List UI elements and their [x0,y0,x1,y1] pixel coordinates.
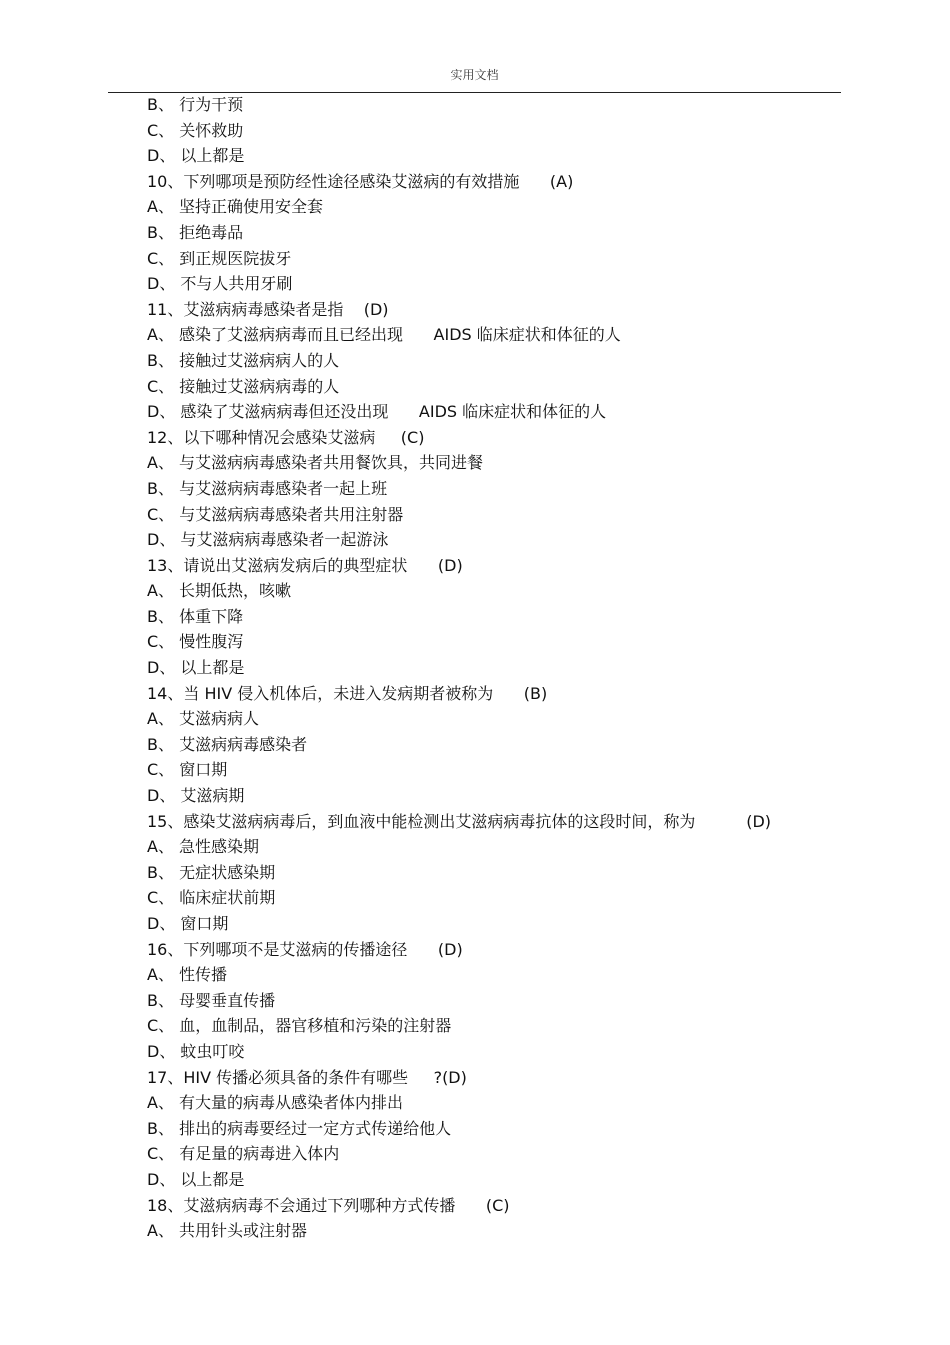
text-line: C、 关怀救助 [147,120,244,140]
option-line: A、 长期低热，咳嗽 [147,581,292,601]
option-line: A、 有大量的病毒从感染者体内排出 [147,1093,404,1113]
question-15: 15、感染艾滋病病毒后，到血液中能检测出艾滋病病毒抗体的这段时间，称为 (D) [147,811,772,831]
option-line: D、 艾滋病期 [147,786,245,806]
option-line: B、 无症状感染期 [147,862,276,882]
option-line: A、 坚持正确使用安全套 [147,197,324,217]
text-line: D、 以上都是 [147,146,245,166]
option-line: A、 性传播 [147,965,228,985]
option-line: A、 感染了艾滋病病毒而且已经出现 AIDS 临床症状和体征的人 [147,325,621,345]
text-line: B、 行为干预 [147,95,244,114]
page-header [108,66,841,93]
option-line: D、 窗口期 [147,914,229,933]
option-line: D、 不与人共用牙刷 [147,274,293,294]
option-line: A、 艾滋病病人 [147,709,260,729]
option-line: D、 与艾滋病病毒感染者一起游泳 [147,530,389,550]
option-line: A、 急性感染期 [147,837,260,857]
option-line: B、 艾滋病病毒感染者 [147,734,308,754]
question-16: 16、下列哪项不是艾滋病的传播途径 (D) [147,939,463,959]
question-11: 11、艾滋病病毒感染者是指 (D) [147,299,389,319]
option-line: A、 与艾滋病病毒感染者共用餐饮具，共同进餐 [147,453,484,473]
question-10: 10、下列哪项是预防经性途径感染艾滋病的有效措施 (A) [147,171,574,191]
question-14: 14、当 HIV 侵入机体后，未进入发病期者被称为 (B) [147,683,548,703]
option-line: D、 感染了艾滋病病毒但还没出现 AIDS 临床症状和体征的人 [147,402,607,422]
option-line: C、 窗口期 [147,760,228,780]
option-line: B、 接触过艾滋病病人的人 [147,350,340,370]
option-line: C、 与艾滋病病毒感染者共用注射器 [147,504,404,524]
header-title: 实用文档 [450,68,499,82]
option-line: B、 拒绝毒品 [147,222,244,242]
question-17: 17、HIV 传播必须具备的条件有哪些 ?(D) [147,1067,467,1087]
option-line: A、 共用针头或注射器 [147,1221,308,1241]
option-line: C、 接触过艾滋病病毒的人 [147,376,340,396]
option-line: D、 以上都是 [147,1169,245,1189]
option-line: C、 血，血制品，器官移植和污染的注射器 [147,1016,452,1036]
option-line: C、 有足量的病毒进入体内 [147,1144,340,1164]
option-line: C、 慢性腹泻 [147,632,244,652]
option-line: D、 蚊虫叮咬 [147,1041,245,1061]
option-line: B、 排出的病毒要经过一定方式传递给他人 [147,1118,452,1138]
question-18: 18、艾滋病病毒不会通过下列哪种方式传播 (C) [147,1195,510,1215]
option-line: C、 临床症状前期 [147,888,276,908]
question-12: 12、以下哪种情况会感染艾滋病 (C) [147,427,425,447]
question-13: 13、请说出艾滋病发病后的典型症状 (D) [147,555,463,575]
option-line: C、 到正规医院拔牙 [147,248,292,268]
option-line: B、 体重下降 [147,606,244,626]
option-line: D、 以上都是 [147,658,245,678]
option-line: B、 与艾滋病病毒感染者一起上班 [147,478,388,498]
document-body [147,92,847,1244]
option-line: B、 母婴垂直传播 [147,990,276,1010]
